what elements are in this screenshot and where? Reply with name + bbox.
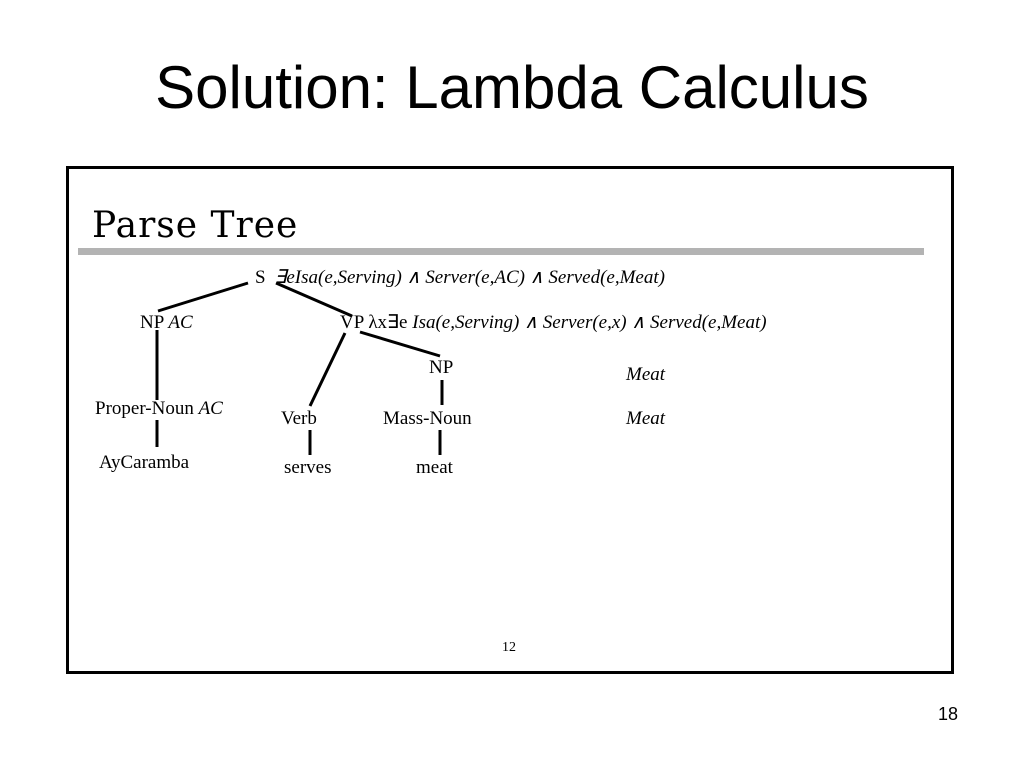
node-proper-noun-semantics: AC (198, 398, 223, 419)
node-proper-noun-label: Proper-Noun (95, 398, 194, 419)
node-np-object: NP (429, 357, 454, 378)
node-np-subject (140, 312, 193, 334)
node-verb: Verb (281, 408, 317, 429)
node-s (255, 267, 665, 289)
edge-s-np (158, 283, 248, 311)
word-aycaramba: AyCaramba (99, 452, 190, 473)
node-proper-noun (95, 398, 223, 420)
node-np-subject-semantics: AC (168, 312, 193, 333)
side-semantics-mass-noun: Meat (626, 408, 666, 429)
node-vp-semantics: Isa(e,Serving) ∧ Server(e,x) ∧ Served(e,Meat) (412, 312, 767, 333)
edge-vp-np (360, 332, 440, 356)
node-np-subject-label: NP (140, 312, 164, 333)
slide-title: Solution: Lambda Calculus (155, 54, 869, 121)
node-s-label: S (255, 267, 266, 288)
word-meat: meat (416, 457, 453, 478)
node-vp-lambda: λx∃e (368, 312, 408, 333)
slide-number: 18 (938, 704, 959, 724)
node-s-semantics: ∃eIsa(e,Serving) ∧ Server(e,AC) ∧ Served(e,Meat) (274, 267, 665, 288)
side-semantics-np: Meat (626, 364, 666, 385)
node-vp (340, 312, 767, 334)
node-vp-label: VP (340, 312, 364, 333)
edge-vp-verb (310, 333, 345, 406)
word-serves: serves (284, 457, 332, 478)
node-mass-noun: Mass-Noun (383, 408, 472, 429)
figure-page-number: 12 (502, 640, 516, 655)
figure-heading: Parse Tree (92, 205, 299, 246)
